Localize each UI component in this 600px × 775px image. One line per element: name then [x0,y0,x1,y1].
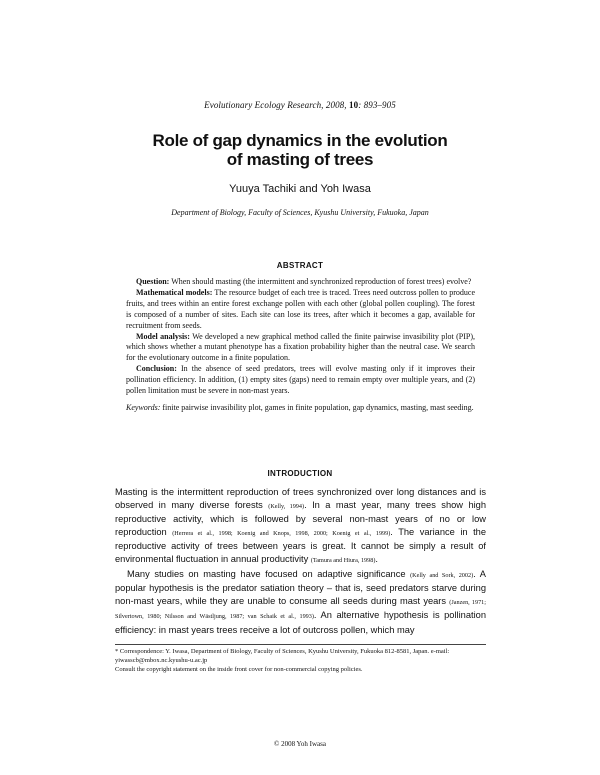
conclusion-text: In the absence of seed predators, trees will evolve masting only if it improves their pollination efficiency. In addition, (1) empty sites (gaps) need to remain empty over multiple years, and (2) pollen limitation must be severe in non-mast years. [126,364,475,396]
journal-year: , 2008, [321,100,349,110]
abstract-body [126,277,475,414]
citation-herrera: (Herrera et al., 1998; Koenig and Knops, 1998, 2000; Koenig et al., 1999) [172,529,391,537]
title-line-2: of masting of trees [226,150,374,169]
citation-kelly-1994: (Kelly, 1994) [268,502,305,510]
journal-volume: 10 [348,100,359,110]
abstract-models [126,288,475,332]
citation-kelly-sork: (Kelly and Sork, 2002) [410,571,474,579]
p1-text-a: Masting is the intermittent reproduction of trees synchronized over long distances and is observed in many diverse forests [115,487,486,510]
p2-text-a: Many studies on masting have focused on adaptive significance [127,568,411,579]
p1-text-d: . [375,553,378,564]
correspondence-note: * Correspondence: Y. Iwasa, Department of Biology, Faculty of Sciences, Kyushu University, Fukuoka 812-8581, Japan. e-mail: yiwasscb@mbox.nc.kyushu-u.ac.jp [115,648,450,664]
page-footer: © 2008 Yoh Iwasa [274,740,326,748]
p2-text-c: . An alternative hypothesis is pollination efficiency: in mast years trees receive a lot of outcross pollen, which may [115,610,487,635]
abstract-analysis [126,332,475,365]
intro-paragraph-1 [115,486,486,568]
p1-text-b: . In a mast year, many trees show high reproductive activity, which is followed by several non-mast years of no or low reproduction [115,499,487,537]
analysis-text: We developed a new graphical method called the finite pairwise invasibility plot (PIP), which shows whether a mutant phenotype has a fixation probability higher than the neutral case. We search for the evolutionary outcome in a finite population. [126,331,475,363]
intro-paragraph-2 [115,568,486,637]
conclusion-label: Conclusion: [136,364,177,374]
paper-title [0,131,600,169]
p2-text-b: . A popular hypothesis is the predator satiation theory – that is, seed predators starve during non-mast years, while they are unable to consume all seeds during mast years [115,568,486,606]
journal-name: Evolutionary Ecology Research [204,100,322,110]
abstract-heading: ABSTRACT [276,261,324,270]
citation-janzen: (Janzen, 1971; Silvertown, 1980; Nilsson and Wästljung, 1987; van Schaik et al., 1993) [115,598,486,621]
p1-text-c: . The variance in the reproductive activity of trees between years is great. It cannot be simply a result of environmental fluctuation in annual productivity [115,526,486,564]
models-text: The resource budget of each tree is traced. Trees need outcross pollen to produce fruits, and trees within an entire forest exchange pollen with each other (global pollen coupling). The forest is composed of a number of sites. Each site can lose its trees, after which it becomes a gap, available for recruitment from seeds. [126,287,476,330]
journal-pages: : 893–905 [358,100,396,110]
citation-tamura: (Tamura and Hiura, 1998) [310,556,376,564]
footnote-divider [115,644,486,645]
affiliation: Department of Biology, Faculty of Sciences, Kyushu University, Fukuoka, Japan [171,208,429,217]
introduction-body [115,486,486,637]
abstract-conclusion [126,364,475,397]
abstract-question [126,277,475,288]
authors: Yuuya Tachiki and Yoh Iwasa [229,183,371,195]
journal-header [0,100,600,110]
title-line-1: Role of gap dynamics in the evolution [152,131,448,150]
footnotes [115,648,486,674]
abstract-keywords [126,403,475,414]
introduction-heading: INTRODUCTION [267,469,333,478]
keywords-text: finite pairwise invasibility plot, games in finite population, gap dynamics, masting, mast seeding. [160,402,474,412]
analysis-label: Model analysis: [136,331,190,341]
question-text: When should masting (the intermittent and synchronized reproduction of forest trees) evolve? [169,277,472,286]
models-label: Mathematical models: [136,287,213,297]
question-label: Question: [136,277,170,286]
copyright-note: Consult the copyright statement on the inside front cover for non-commercial copying policies. [115,665,363,673]
keywords-label: Keywords: [126,402,161,412]
